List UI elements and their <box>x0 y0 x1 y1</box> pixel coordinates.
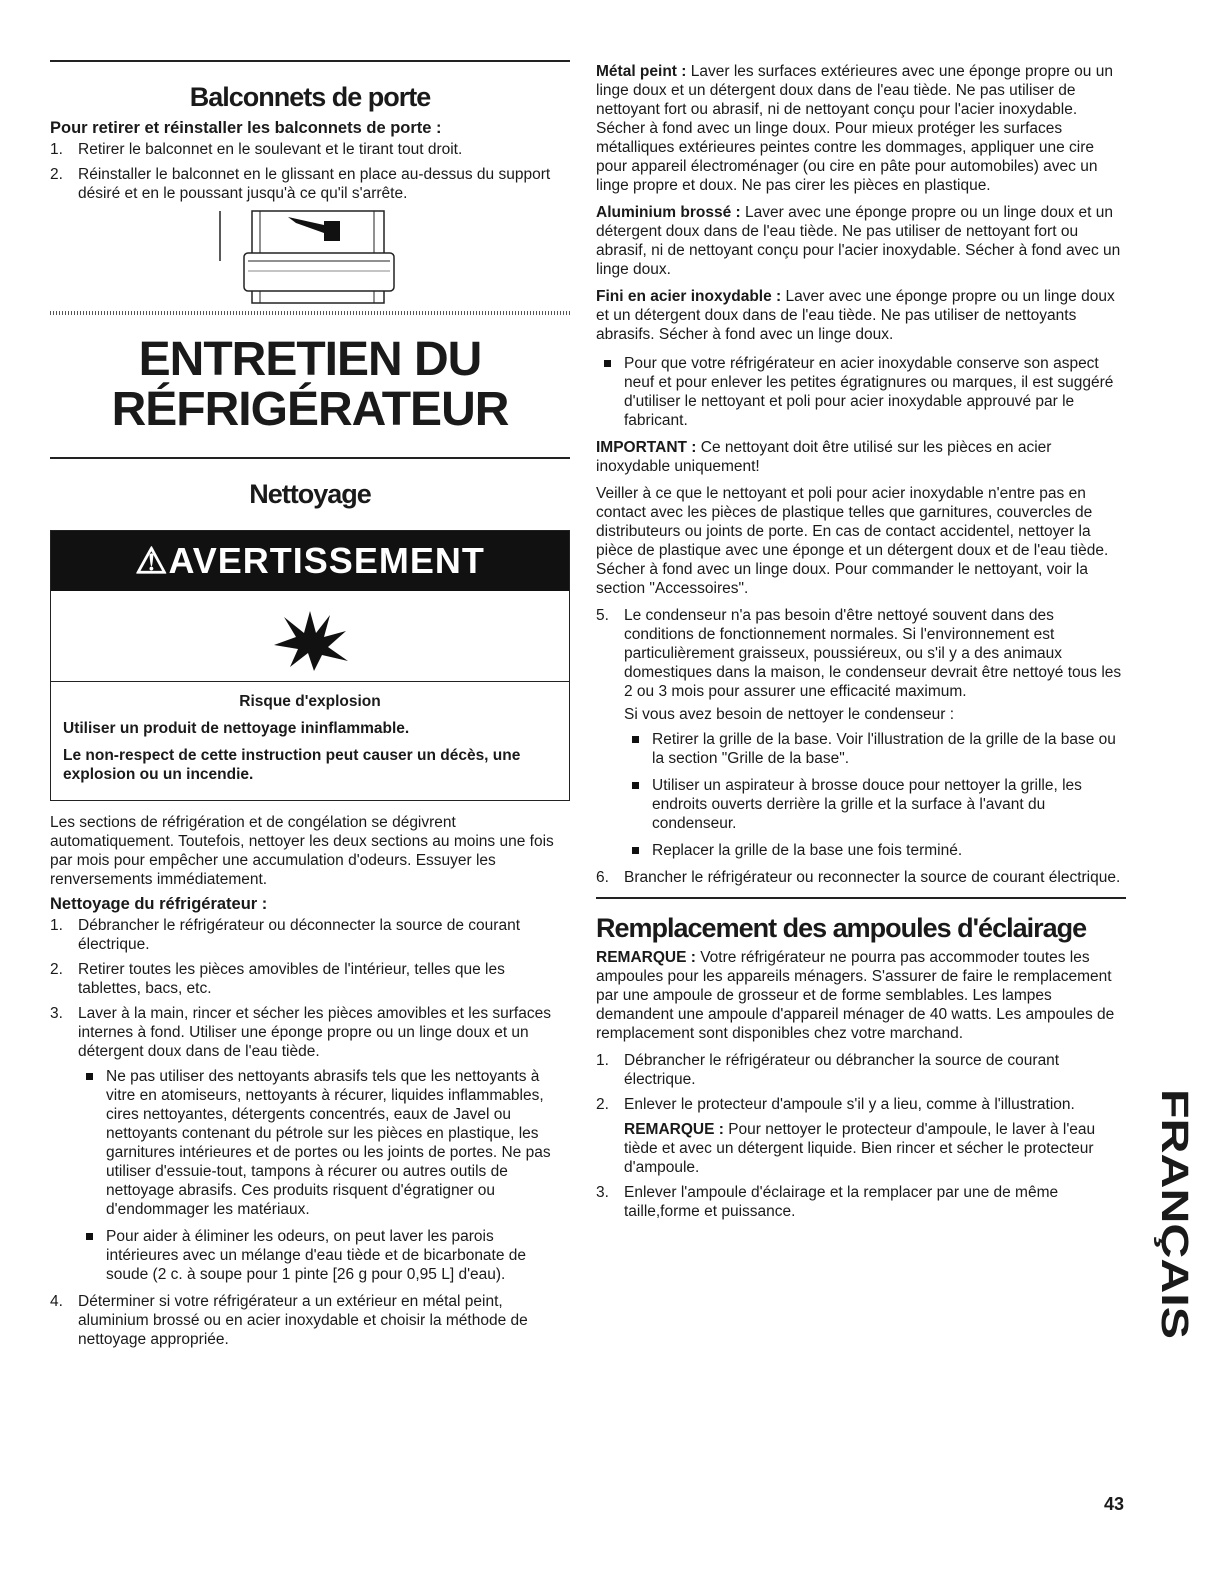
list-item: 1. Retirer le balconnet en le soulevant et le tirant tout droit. <box>50 141 463 158</box>
bullet-item: Retirer la grille de la base. Voir l'illustration de la grille de la base ou la section "Grille de la base". <box>624 730 1126 768</box>
ampoules-title: Remplacement des ampoules d'éclairage <box>596 913 1087 943</box>
list-item: 4. Déterminer si votre réfrigérateur a un extérieur en métal peint, aluminium brossé ou en acier inoxydable et choisir la méthode de nettoyage appropriée. <box>50 1293 528 1348</box>
left-column <box>50 60 570 1355</box>
warning-line2: Le non-respect de cette instruction peut causer un décès, une explosion ou un incendie. <box>63 747 521 783</box>
warning-risk: Risque d'explosion <box>239 693 381 710</box>
balconnets-title: Balconnets de porte <box>189 82 431 112</box>
page-number: 43 <box>1104 1494 1125 1514</box>
remarque-paragraph: REMARQUE : Votre réfrigérateur ne pourra pas accommoder toutes les ampoules pour les appareils ménagers. S'assurer de faire le remplacement par une ampoule de grosseur et de forme semblables. Les lampes demandent une ampoule d'appareil ménager de 40 watts. Les ampoules de remplacement sont disponibles chez votre marchand. <box>596 949 1115 1042</box>
cleaning-steps <box>50 916 570 1349</box>
condenser-steps <box>596 606 1126 887</box>
balconnets-subtitle: Pour retirer et réinstaller les balconnets de porte : <box>50 119 442 137</box>
list-item: 5. Le condenseur n'a pas besoin d'être nettoyé souvent dans des conditions de fonctionnement normales. Si l'environnement est particulièrement graisseux, poussiéreux, ou s'il y a des animaux domestiques dans la maison, le condenseur devrait être nettoyé tous les 2 ou 3 mois pour assurer une efficacité maximum. Si vous avez besoin de nettoyer le condenseur : Retirer la grille de la base. Voir l'illustration de la grille de la base ou la section "Grille de la base". Utiliser un aspirateur à brosse douce pour nettoyer la grille, les endroits ouverts derrière la grille et la surface à l'avant du condenseur. Replacer la grille de la base une fois terminé. <box>596 606 1126 860</box>
cleaning-subtitle: Nettoyage du réfrigérateur : <box>50 895 268 913</box>
main-title-line2: RÉFRIGÉRATEUR <box>111 383 509 436</box>
warning-divider <box>51 681 569 682</box>
list-item: 3. Laver à la main, rincer et sécher les pièces amovibles et les surfaces internes à fond. Utiliser une éponge propre ou un linge doux et un détergent doux dans de l'eau tiède. Ne pas utiliser des nettoyants abrasifs tels que les nettoyants à vitre en atomiseurs, nettoyants à récurer, liquides inflammables, cires nettoyantes, détergents concentrés, eaux de Javel ou nettoyants contenant du pétrole sur les pièces en plastique, les garnitures intérieures et de portes ou les joints de portes. Ne pas utiliser d'essuie-tout, tampons à récurer ou autres outils de nettoyage abrasifs. Ces produits risquent d'égratigner ou d'endommager les matériaux. Pour aider à éliminer les odeurs, on peut laver les parois intérieures avec un mélange d'eau tiède et de bicarbonate de soude (2 c. à soupe pour 1 pinte [26 g pour 0,95 L] d'eau). <box>50 1004 570 1284</box>
bullet-item: Utiliser un aspirateur à brosse douce pour nettoyer la grille, les endroits ouverts derrière la grille et la surface à l'avant du condenseur. <box>624 776 1126 833</box>
list-item: 2. Enlever le protecteur d'ampoule s'il y a lieu, comme à l'illustration. REMARQUE : Pour nettoyer le protecteur d'ampoule, le laver à l'eau tiède et avec un détergent liquide. Bien rincer et sécher le protecteur d'ampoule. <box>596 1096 1096 1176</box>
ampoules-rule <box>596 897 1126 899</box>
intro-paragraph: Les sections de réfrigération et de congélation se dégivrent automatiquement. Toutefois, nettoyer les deux sections au moins une fois par mois pour empêcher une accumulation d'odeurs. Essuyer les renversements immédiatement. <box>50 814 554 888</box>
step5-bullets <box>624 730 1126 860</box>
section-rule <box>50 457 570 459</box>
language-side-tab <box>1152 1086 1195 1342</box>
inox-bullets <box>596 354 1126 430</box>
ampoules-steps <box>596 1051 1126 1221</box>
language-label: FRANÇAIS <box>1152 1089 1195 1286</box>
main-title-line1: ENTRETIEN DU <box>138 333 482 386</box>
warning-triangle-icon: ⚠ <box>135 540 169 581</box>
top-rule <box>50 60 570 62</box>
alu-paragraph: Aluminium brossé : Laver avec une éponge propre ou un linge doux et un détergent doux dans de l'eau tiède. Ne pas utiliser de nettoyant fort ou abrasif, ni de nettoyant conçu pour l'acier inoxydable. Sécher à fond avec un linge doux. <box>596 204 1121 278</box>
bullet-item: Ne pas utiliser des nettoyants abrasifs tels que les nettoyants à vitre en atomiseurs, nettoyants à récurer, liquides inflammables, cires nettoyantes, détergents concentrés, eaux de Javel ou nettoyants contenant du pétrole sur les pièces en plastique, les garnitures intérieures et de portes ou les joints de portes. Ne pas utiliser d'essuie-tout, tampons à récurer ou autres outils de nettoyage abrasifs. Ces produits risquent d'égratigner ou d'endommager les matériaux. <box>78 1067 570 1219</box>
warning-header: ⚠AVERTISSEMENT <box>51 531 569 591</box>
inox-paragraph: Fini en acier inoxydable : Laver avec une éponge propre ou un linge doux et un détergent doux dans de l'eau tiède. Ne pas utiliser de nettoyants abrasifs. Sécher à fond avec un linge doux. <box>596 288 1115 343</box>
warning-body <box>51 692 569 800</box>
list-item: 6. Brancher le réfrigérateur ou reconnecter la source de courant électrique. <box>596 869 1121 886</box>
warning-line1: Utiliser un produit de nettoyage ininflammable. <box>63 720 410 737</box>
bullet-item: Pour aider à éliminer les odeurs, on peut laver les parois intérieures avec un mélange d'eau tiède et de bicarbonate de soude (2 c. à soupe pour 1 pinte [26 g pour 0,95 L] d'eau). <box>78 1227 570 1284</box>
list-item: 2. Réinstaller le balconnet en le glissant en place au-dessus du support désiré et en le poussant jusqu'à ce qu'il s'arrête. <box>50 166 551 202</box>
veiller-paragraph: Veiller à ce que le nettoyant et poli pour acier inoxydable n'entre pas en contact avec les pièces de plastique telles que garnitures, couvercles de distributeurs ou joints de porte. En cas de contact accidentel, nettoyer la pièce de plastique avec une éponge et un détergent doux et de l'eau tiède. Sécher à fond avec un linge doux. Pour commander le nettoyant, voir la section "Accessoires". <box>596 485 1109 597</box>
bullet-item: Pour que votre réfrigérateur en acier inoxydable conserve son aspect neuf et pour enlever les petites égratignures ou marques, il est suggéré d'utiliser le nettoyant et poli pour acier inoxydable approuvé par le fabricant. <box>596 354 1126 430</box>
explosion-icon <box>270 605 350 675</box>
list-item: 3. Enlever l'ampoule d'éclairage et la remplacer par une de même taille,forme et puissance. <box>596 1184 1059 1220</box>
step3-bullets <box>78 1067 570 1284</box>
list-item: 1. Débrancher le réfrigérateur ou déconnecter la source de courant électrique. <box>50 917 521 953</box>
right-column <box>596 62 1126 1227</box>
balconnets-steps <box>50 140 570 203</box>
nettoyage-title: Nettoyage <box>249 479 371 509</box>
door-bin-illustration <box>212 211 412 307</box>
important-paragraph: IMPORTANT : Ce nettoyant doit être utilisé sur les pièces en acier inoxydable uniquement! <box>596 439 1052 475</box>
bullet-item: Replacer la grille de la base une fois terminé. <box>624 841 1126 860</box>
list-item: 1. Débrancher le réfrigérateur ou débrancher la source de courant électrique. <box>596 1052 1060 1088</box>
warning-box <box>50 530 570 801</box>
list-item: 2. Retirer toutes les pièces amovibles de l'intérieur, telles que les tablettes, bacs, etc. <box>50 961 505 997</box>
dotted-divider <box>50 311 570 315</box>
metal-paragraph: Métal peint : Laver les surfaces extérieures avec une éponge propre ou un linge doux et un détergent doux dans de l'eau tiède. Ne pas utiliser de nettoyant fort ou abrasif, ni de nettoyant conçu pour l'acier inoxydable. Sécher à fond avec un linge doux. Pour mieux protéger les surfaces métalliques extérieures peintes contre les dommages, appliquer une cire pour appareil électroménager (ou cire en pâte pour automobiles) avec un linge propre et doux. Ne pas cirer les pièces en plastique. <box>596 63 1113 194</box>
